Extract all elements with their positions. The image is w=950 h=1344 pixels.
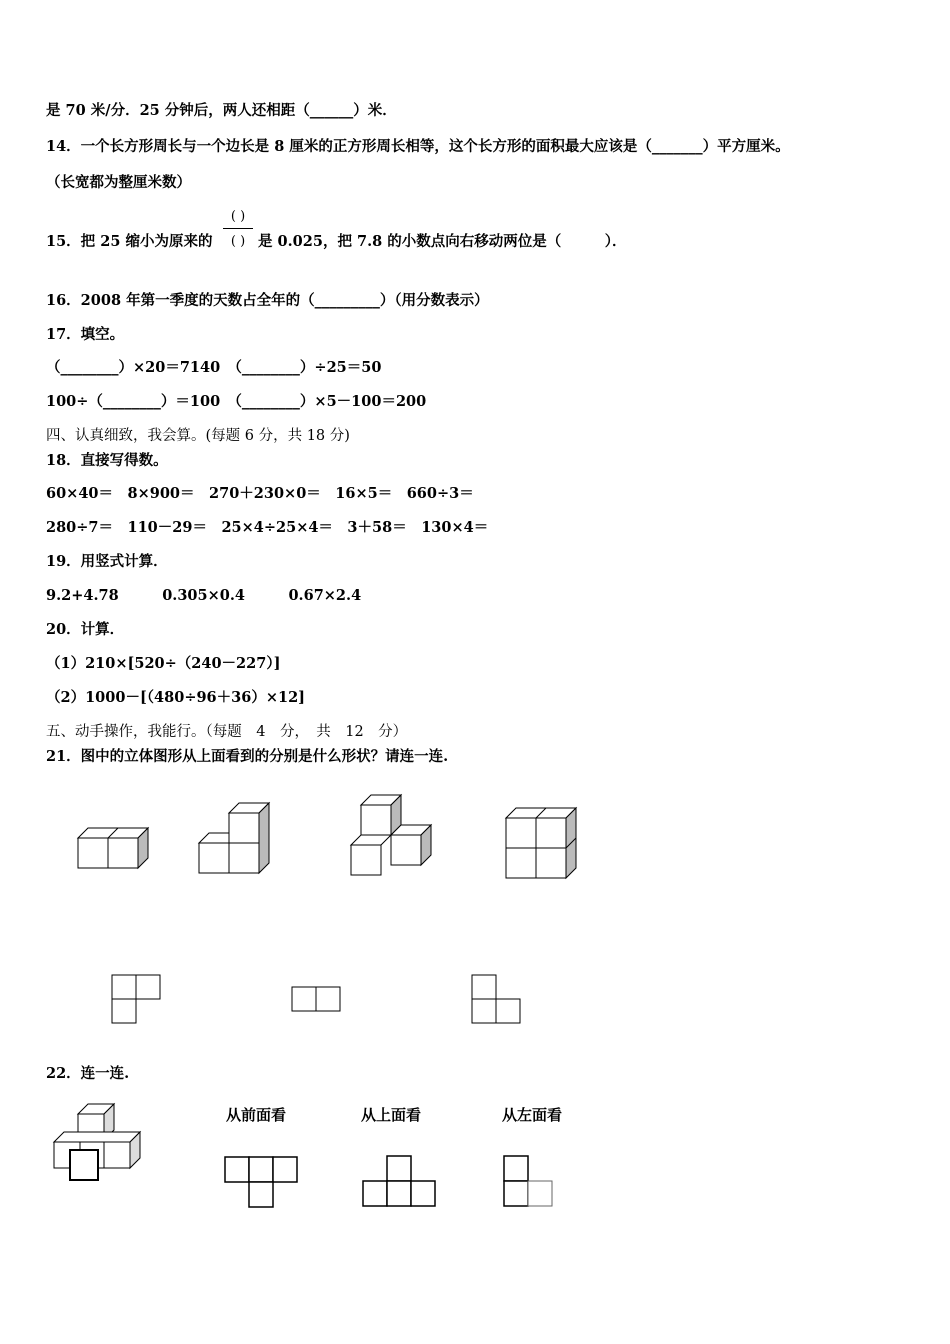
section5-heading: 五、动手操作，我能行。（每题 4 分， 共 12 分） bbox=[46, 724, 408, 740]
q18-row2: 280÷7＝ 110－29＝ 25×4÷25×4＝ 3＋58＝ 130×4＝ bbox=[46, 519, 489, 536]
q21-view-3 bbox=[471, 974, 523, 1026]
q22-caption-front: 从前面看 bbox=[226, 1106, 287, 1124]
q18-title: 18．直接写得数。 bbox=[46, 452, 168, 469]
q15-fraction-numerator: ( ) bbox=[230, 209, 246, 224]
q15-fraction-bar bbox=[223, 228, 253, 229]
q18-row1: 60×40＝ 8×900＝ 270＋230×0＝ 16×5＝ 660÷3＝ bbox=[46, 485, 474, 502]
q21-solid-1 bbox=[75, 815, 155, 875]
q21-view-2 bbox=[291, 986, 343, 1016]
q14-line2: （长宽都为整厘米数） bbox=[46, 174, 191, 191]
q17-row1: （________）×20＝7140 （________）÷25＝50 bbox=[46, 359, 382, 376]
q20-item1: （1）210×[520÷（240－227）] bbox=[46, 655, 281, 672]
q17-row2: 100÷（________）＝100 （________）×5－100＝200 bbox=[46, 393, 427, 410]
q22-view-front bbox=[224, 1156, 300, 1210]
q13-tail-line: 是 70 米/分．25 分钟后，两人还相距（______）米． bbox=[46, 102, 397, 119]
q17-title: 17．填空。 bbox=[46, 326, 125, 343]
q21-solid-2 bbox=[196, 800, 276, 890]
q22-caption-left: 从左面看 bbox=[502, 1106, 563, 1124]
q20-item2: （2）1000－[（480÷96＋36）×12] bbox=[46, 689, 306, 706]
q22-view-left bbox=[503, 1155, 555, 1209]
section4-heading: 四、认真细致，我会算。(每题 6 分，共 18 分) bbox=[46, 428, 350, 444]
q21-title: 21．图中的立体图形从上面看到的分别是什么形状？请连一连. bbox=[46, 748, 449, 765]
q22-view-top bbox=[362, 1155, 438, 1209]
q21-view-1 bbox=[111, 974, 163, 1026]
q15-before: 15．把 25 缩小为原来的 bbox=[46, 233, 213, 250]
q21-solid-4 bbox=[503, 805, 583, 890]
q22-caption-top: 从上面看 bbox=[361, 1106, 422, 1124]
q20-title: 20．计算． bbox=[46, 621, 125, 638]
q16-line: 16．2008 年第一季度的天数占全年的（_________）（用分数表示） bbox=[46, 292, 489, 309]
q14-line1: 14．一个长方形周长与一个边长是 8 厘米的正方形周长相等，这个长方形的面积最大应该是（_______）平方厘米。 bbox=[46, 138, 790, 155]
q22-solid bbox=[50, 1100, 160, 1190]
q21-solid-3 bbox=[348, 792, 438, 882]
q15-after: 是 0.025，把 7.8 的小数点向右移动两位是（ ）． bbox=[258, 233, 627, 250]
q22-title: 22．连一连. bbox=[46, 1065, 130, 1082]
q15-fraction-denominator: ( ) bbox=[230, 234, 246, 249]
q19-title: 19．用竖式计算． bbox=[46, 553, 168, 570]
q19-row: 9.2+4.78 0.305×0.4 0.67×2.4 bbox=[46, 587, 362, 604]
